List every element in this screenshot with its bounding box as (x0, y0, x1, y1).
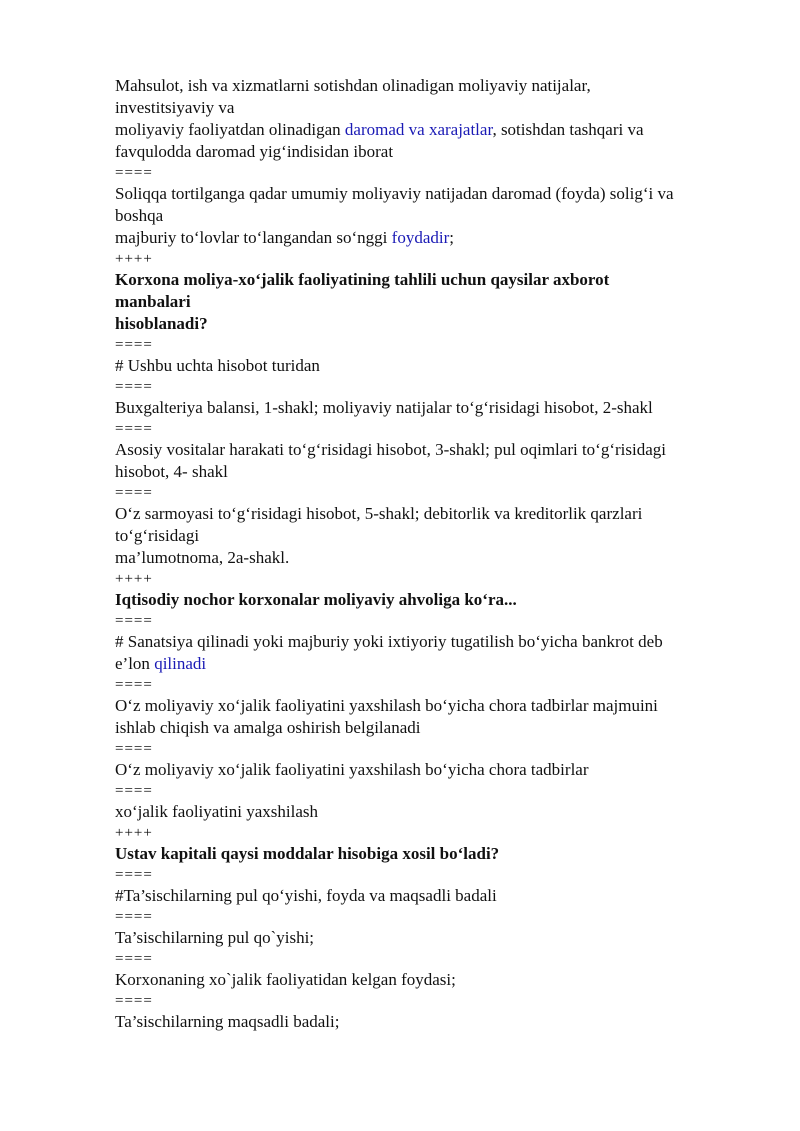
separator: ==== (115, 485, 153, 501)
question-heading: hisoblanadi? (115, 314, 208, 333)
highlighted-term: qilinadi (154, 654, 207, 673)
answer-option: Ta’sischilarning pul qo`yishi; (115, 928, 315, 947)
answer-option: Asosiy vositalar harakati to‘g‘risidagi hisobot, 3-shakl; pul oqimlari to‘g‘risidagi (115, 440, 666, 459)
answer-option: #Ta’sischilarning pul qo‘yishi, foyda va maqsadli badali (115, 886, 497, 905)
separator: ==== (115, 867, 153, 883)
separator: ==== (115, 613, 153, 629)
answer-option: # Sanatsiya qilinadi yoki majburiy yoki ixtiyoriy tugatilish bo‘yicha bankrot deb (115, 632, 663, 651)
answer-option: to‘g‘risidagi (115, 526, 200, 545)
separator: ==== (115, 909, 153, 925)
answer-option: xo‘jalik faoliyatini yaxshilash (115, 802, 319, 821)
answer-option: Buxgalteriya balansi, 1-shakl; moliyaviy natijalar to‘g‘risidagi hisobot, 2-shakl (115, 398, 653, 417)
separator: ==== (115, 165, 153, 181)
text-line: Soliqqa tortilganga qadar umumiy moliyaviy natijadan daromad (foyda) solig‘i va (115, 184, 674, 203)
text-line: Mahsulot, ish va xizmatlarni sotishdan olinadigan moliyaviy natijalar, (115, 76, 591, 95)
answer-option: O‘z moliyaviy xo‘jalik faoliyatini yaxshilash bo‘yicha chora tadbirlar majmuini (115, 696, 658, 715)
separator: ==== (115, 677, 153, 693)
separator: ==== (115, 993, 153, 1009)
separator: ==== (115, 337, 153, 353)
text-span: ; (449, 228, 454, 247)
question-heading: Korxona moliya-xo‘jalik faoliyatining tahlili uchun qaysilar axborot (115, 270, 610, 289)
question-separator: ++++ (115, 825, 153, 841)
question-separator: ++++ (115, 251, 153, 267)
separator: ==== (115, 783, 153, 799)
text-span: majburiy to‘lovlar to‘langandan so‘nggi (115, 228, 392, 247)
answer-option: O‘z moliyaviy xo‘jalik faoliyatini yaxshilash bo‘yicha chora tadbirlar (115, 760, 589, 779)
question-heading: Ustav kapitali qaysi moddalar hisobiga xosil bo‘ladi? (115, 844, 500, 863)
text-span: , sotishdan tashqari va (492, 120, 644, 139)
answer-option: hisobot, 4- shakl (115, 462, 228, 481)
question-heading: Iqtisodiy nochor korxonalar moliyaviy ahvoliga ko‘ra... (115, 590, 517, 609)
answer-option (115, 653, 740, 675)
answer-option: O‘z sarmoyasi to‘g‘risidagi hisobot, 5-shakl; debitorlik va kreditorlik qarzlari (115, 504, 643, 523)
answer-option: Korxonaning xo`jalik faoliyatidan kelgan foydasi; (115, 970, 456, 989)
text-span: e’lon (115, 654, 155, 673)
answer-option: # Ushbu uchta hisobot turidan (115, 356, 320, 375)
question-heading: manbalari (115, 292, 191, 311)
text-line (115, 227, 740, 249)
separator: ==== (115, 421, 153, 437)
text-line (115, 119, 740, 141)
text-line: investitsiyaviy va (115, 98, 235, 117)
text-line: favqulodda daromad yig‘indisidan iborat (115, 142, 394, 161)
highlighted-term: daromad va xarajatlar (344, 120, 493, 139)
answer-option: Ta’sischilarning maqsadli badali; (115, 1012, 340, 1031)
separator: ==== (115, 741, 153, 757)
highlighted-term: foydadir (391, 228, 450, 247)
separator: ==== (115, 951, 153, 967)
separator: ==== (115, 379, 153, 395)
question-separator: ++++ (115, 571, 153, 587)
answer-option: ishlab chiqish va amalga oshirish belgilanadi (115, 718, 421, 737)
text-line: boshqa (115, 206, 164, 225)
text-span: moliyaviy faoliyatdan olinadigan (115, 120, 345, 139)
answer-option: ma’lumotnoma, 2a-shakl. (115, 548, 290, 567)
